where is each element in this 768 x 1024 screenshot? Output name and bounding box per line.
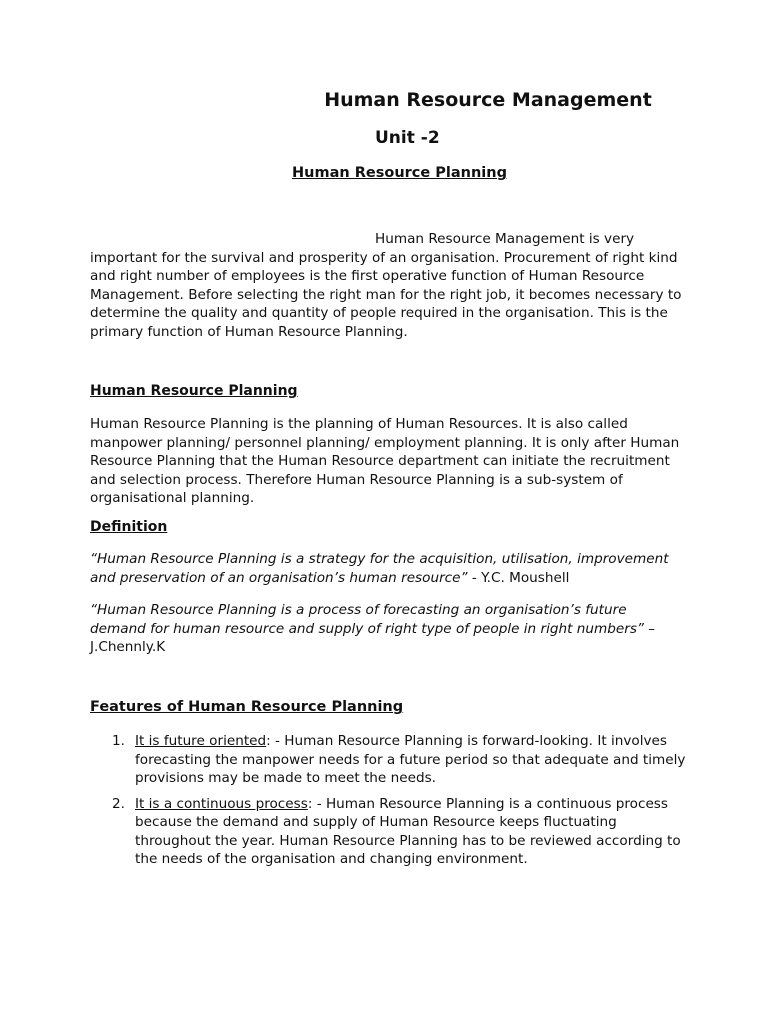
list-number: 1. xyxy=(112,733,125,749)
list-item xyxy=(90,795,690,869)
features-heading: Features of Human Resource Planning xyxy=(90,699,404,715)
feature-term: It is a continuous process xyxy=(135,795,308,812)
feature-text: : - Human Resource Planning is a continuous process because the demand and supply of Human Resource keeps fluctuating throughout the year. Human Resource Planning has to be reviewed according to the needs of the organisation and changing environment. xyxy=(135,795,681,867)
quote-text: “Human Resource Planning is a process of forecasting an organisation’s future demand for human resource and supply of right type of people in right numbers” xyxy=(90,602,644,637)
quote-text: “Human Resource Planning is a strategy for the acquisition, utilisation, improvement and preservation of an organisation’s human resource” xyxy=(90,551,669,586)
document-title: Human Resource Management xyxy=(324,89,652,111)
feature-text: : - Human Resource Planning is forward-looking. It involves forecasting the manpower needs for a future period so that adequate and timely provisions may be made to meet the needs. xyxy=(135,733,686,786)
section-heading-hrp: Human Resource Planning xyxy=(90,383,298,399)
quote-author: - Y.C. Moushell xyxy=(467,569,570,586)
feature-term: It is future oriented xyxy=(135,733,267,749)
definition-quote xyxy=(90,601,670,657)
definition-quote xyxy=(90,550,690,587)
hrp-paragraph: Human Resource Planning is the planning of Human Resources. It is also called manpower planning/ personnel planning/ employment planning. It is only after Human Resource Planning that the Human Resource department can initiate the recruitment and selection process. Therefore Human Resource Planning is a sub-system of organisational planning. xyxy=(90,416,680,506)
features-list xyxy=(90,732,690,876)
list-number: 2. xyxy=(112,795,125,812)
intro-paragraph: Human Resource Management is very important for the survival and prosperity of an organisation. Procurement of right kind and right number of employees is the first operative function of Human Resource Management. Before selecting the right man for the right job, it becomes necessary to determine the quality and quantity of people required in the organisation. This is the primary function of Human Resource Planning. xyxy=(90,231,682,340)
definition-heading: Definition xyxy=(90,519,168,535)
subtitle: Human Resource Planning xyxy=(292,165,507,181)
unit-heading: Unit -2 xyxy=(375,128,440,148)
quote-author: – J.Chennly.K xyxy=(90,620,656,655)
list-item xyxy=(90,732,690,788)
